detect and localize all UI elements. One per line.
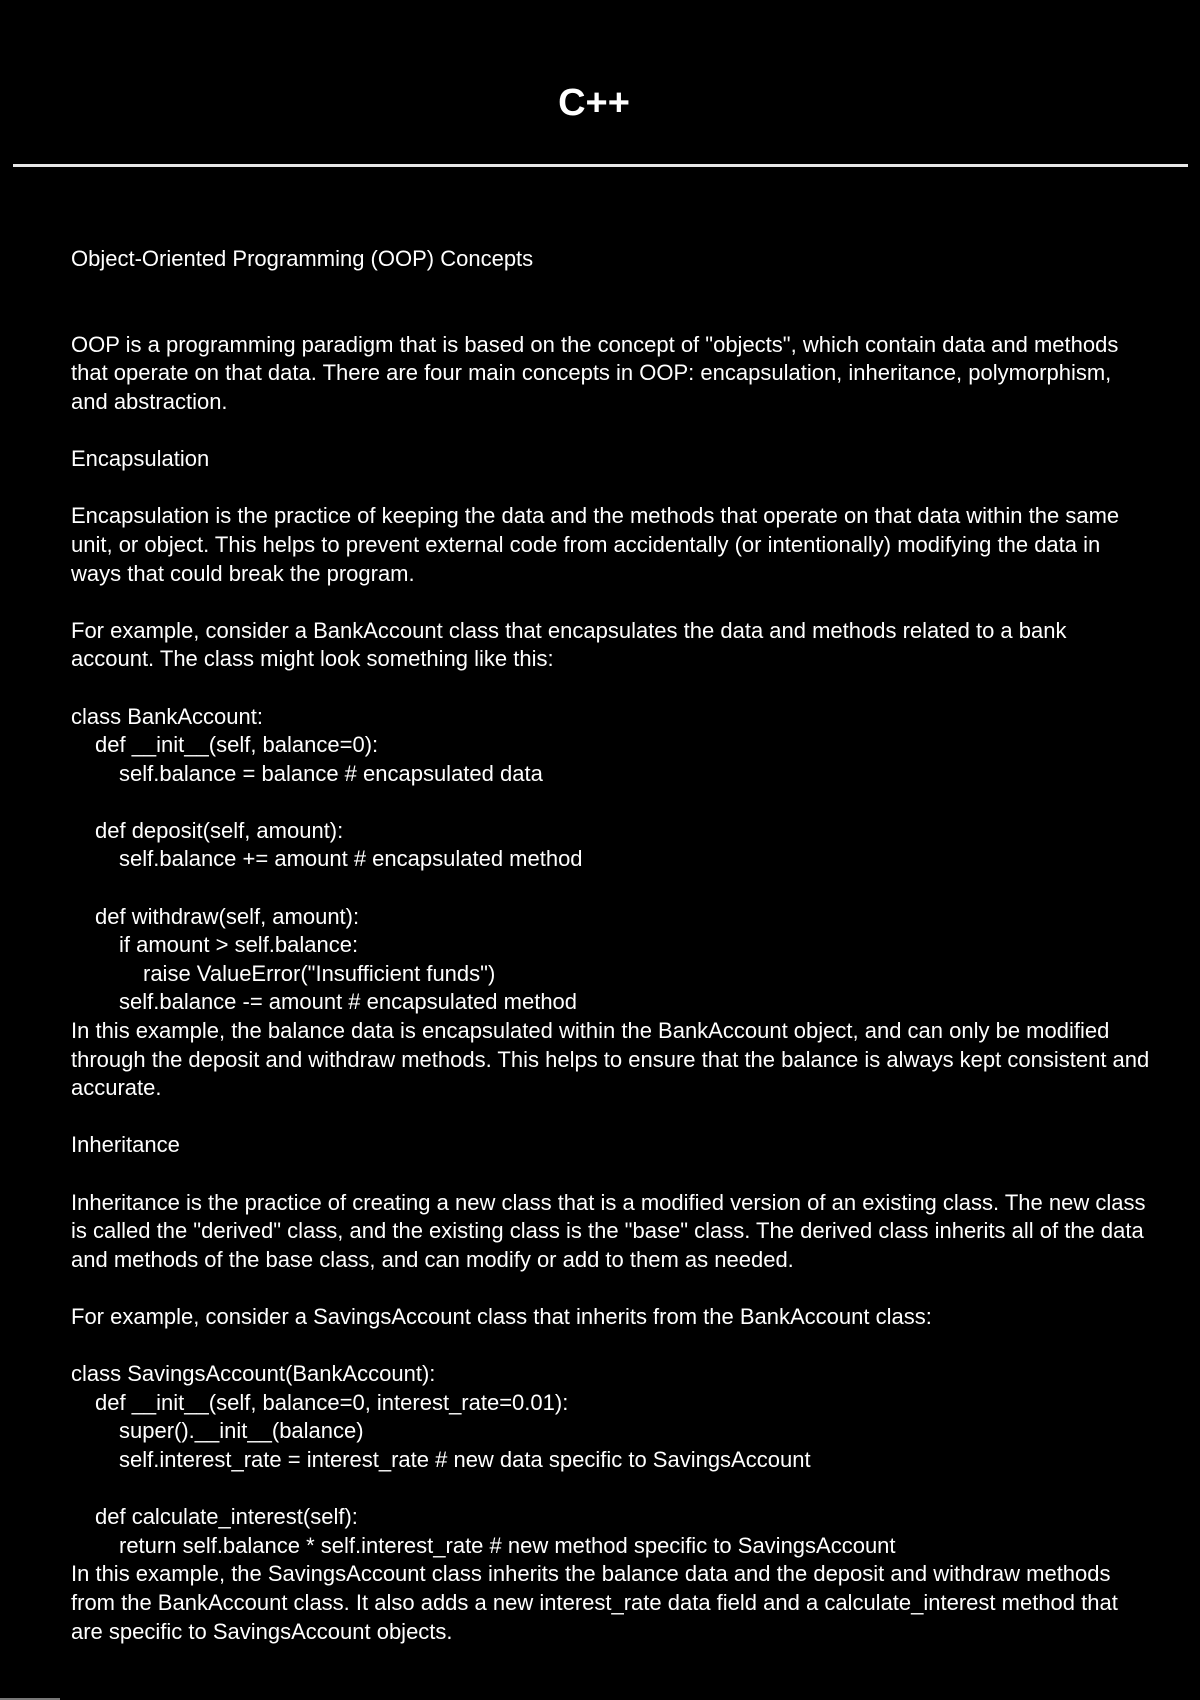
encapsulation-description: Encapsulation is the practice of keeping the data and the methods that operate on that data within the same unit, or object. This helps to prevent external code from accidentally (or intentionally) modifying the data in ways that could break the program.	[71, 503, 1126, 586]
code-line: super().__init__(balance)	[119, 1418, 364, 1444]
code-line: class SavingsAccount(BankAccount):	[71, 1361, 436, 1387]
code-line: def deposit(self, amount):	[95, 817, 344, 843]
heading-inheritance: Inheritance	[71, 1132, 180, 1158]
page-title: C++	[558, 82, 630, 124]
code-line: return self.balance * self.interest_rate # new method specific to SavingsAccount	[119, 1532, 896, 1558]
intro-paragraph: OOP is a programming paradigm that is based on the concept of "objects", which contain data and methods that operate on that data. There are four main concepts in OOP: encapsulation, inheritance, polymorphism, and abstraction.	[71, 331, 1125, 414]
code-line: self.interest_rate = interest_rate # new data specific to SavingsAccount	[119, 1446, 811, 1472]
code-line: def __init__(self, balance=0):	[95, 732, 379, 758]
encapsulation-example-intro: For example, consider a BankAccount class that encapsulates the data and methods related to a bank account. The class might look something like this:	[71, 617, 1073, 672]
code-block-savingsaccount	[71, 1360, 1151, 1560]
code-line: class BankAccount:	[71, 703, 263, 729]
code-line: def __init__(self, balance=0, interest_rate=0.01):	[95, 1389, 569, 1415]
inheritance-description: Inheritance is the practice of creating a new class that is a modified version of an existing class. The new class is called the "derived" class, and the existing class is the "base" class. The derived class inherits all of the data and methods of the base class, and can modify or add to them as needed.	[71, 1189, 1152, 1272]
inheritance-example-intro: For example, consider a SavingsAccount class that inherits from the BankAccount class:	[71, 1303, 932, 1329]
code-line: raise ValueError("Insufficient funds")	[143, 960, 496, 986]
inheritance-conclusion: In this example, the SavingsAccount class inherits the balance data and the deposit and withdraw methods from the BankAccount class. It also adds a new interest_rate data field and a calculate_interest method that are specific to SavingsAccount objects.	[71, 1561, 1124, 1644]
code-line: if amount > self.balance:	[119, 932, 359, 958]
code-line: def withdraw(self, amount):	[95, 903, 360, 929]
header-divider	[13, 164, 1188, 167]
heading-encapsulation: Encapsulation	[71, 446, 210, 472]
heading-oop: Object-Oriented Programming (OOP) Concepts	[71, 246, 534, 271]
code-line: self.balance += amount # encapsulated method	[119, 846, 583, 872]
code-line: def calculate_interest(self):	[95, 1504, 358, 1530]
code-line: self.balance = balance # encapsulated data	[119, 760, 543, 786]
code-line: self.balance -= amount # encapsulated method	[119, 989, 578, 1015]
article-content	[71, 245, 1156, 1646]
encapsulation-conclusion: In this example, the balance data is encapsulated within the BankAccount object, and can only be modified through the deposit and withdraw methods. This helps to ensure that the balance is always kept consistent and accurate.	[71, 1018, 1156, 1101]
code-block-bankaccount	[71, 703, 1151, 1018]
header	[0, 0, 1200, 168]
